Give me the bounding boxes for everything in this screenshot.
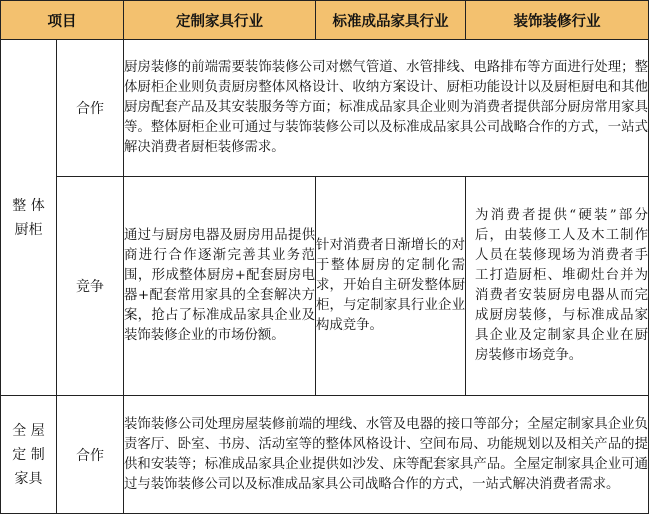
category-kitchen — [1, 40, 57, 396]
header-decoration: 装饰装修行业 — [466, 1, 649, 40]
category-wholehouse-line2: 定 制 — [12, 446, 45, 463]
wholehouse-coop-text: 装饰装修公司处理房屋装修前端的埋线、水管及电器的接口等部分；全屋定制家具企业负责客厅、卧室、书房、活动室等的整体风格设计、空间布局、功能规划以及相关产品的提供和安装等；标准成品家具企业提供如沙发、床等配套家具产品。全屋定制家具企业可通过与装饰装修公司以及标准成品家具公司战略合作的方式，一站式解决消费者需求。 — [124, 396, 649, 514]
header-custom-furniture: 定制家具行业 — [124, 1, 316, 40]
kitchen-comp-custom: 通过与厨房电器及厨房用品提供商进行合作逐渐完善其业务范围，形成整体厨房+配套厨房电器+配套常用家具的全套解决方案，抢占了标准成品家具企业及装饰装修企业的市场份额。 — [124, 177, 316, 396]
kitchen-comp-decoration: 为消费者提供“硬装”部分后，由装修工人及木工制作人员在装修现场为消费者手工打造厨柜、堆砌灶台并为消费者安装厨房电器从而完成厨房装修，与标准成品家具企业及定制家具企业在厨房装修市场竞争。 — [466, 177, 649, 396]
wholehouse-coop-row — [1, 396, 649, 514]
header-finished-furniture: 标准成品家具行业 — [316, 1, 466, 40]
category-wholehouse-line1: 全 屋 — [12, 422, 45, 439]
header-row — [1, 1, 649, 40]
category-kitchen-line1: 整 体 — [12, 197, 45, 214]
category-wholehouse-line3: 家具 — [14, 470, 43, 487]
kitchen-coop-row — [1, 40, 649, 177]
kitchen-comp-finished: 针对消费者日渐增长的对于整体厨房的定制化需求，开始自主研发整体厨柜，与定制家具行业企业构成竞争。 — [316, 177, 466, 396]
wholehouse-coop-label: 合作 — [57, 396, 124, 514]
kitchen-comp-row — [1, 177, 649, 396]
category-kitchen-line2: 厨柜 — [14, 221, 43, 238]
header-item: 项目 — [1, 1, 124, 40]
kitchen-comp-label: 竞争 — [57, 177, 124, 396]
kitchen-coop-text: 厨房装修的前端需要装饰装修公司对燃气管道、水管排线、电路排布等方面进行处理；整体厨柜企业则负责厨房整体风格设计、收纳方案设计、厨柜功能设计以及厨柜厨电和其他厨房配套产品及其安装服务等方面；标准成品家具企业则为消费者提供部分厨房常用家具等。整体厨柜企业可通过与装饰装修公司以及标准成品家具公司战略合作的方式，一站式解决消费者厨柜装修需求。 — [124, 40, 649, 177]
category-wholehouse — [1, 396, 57, 514]
kitchen-coop-label: 合作 — [57, 40, 124, 177]
